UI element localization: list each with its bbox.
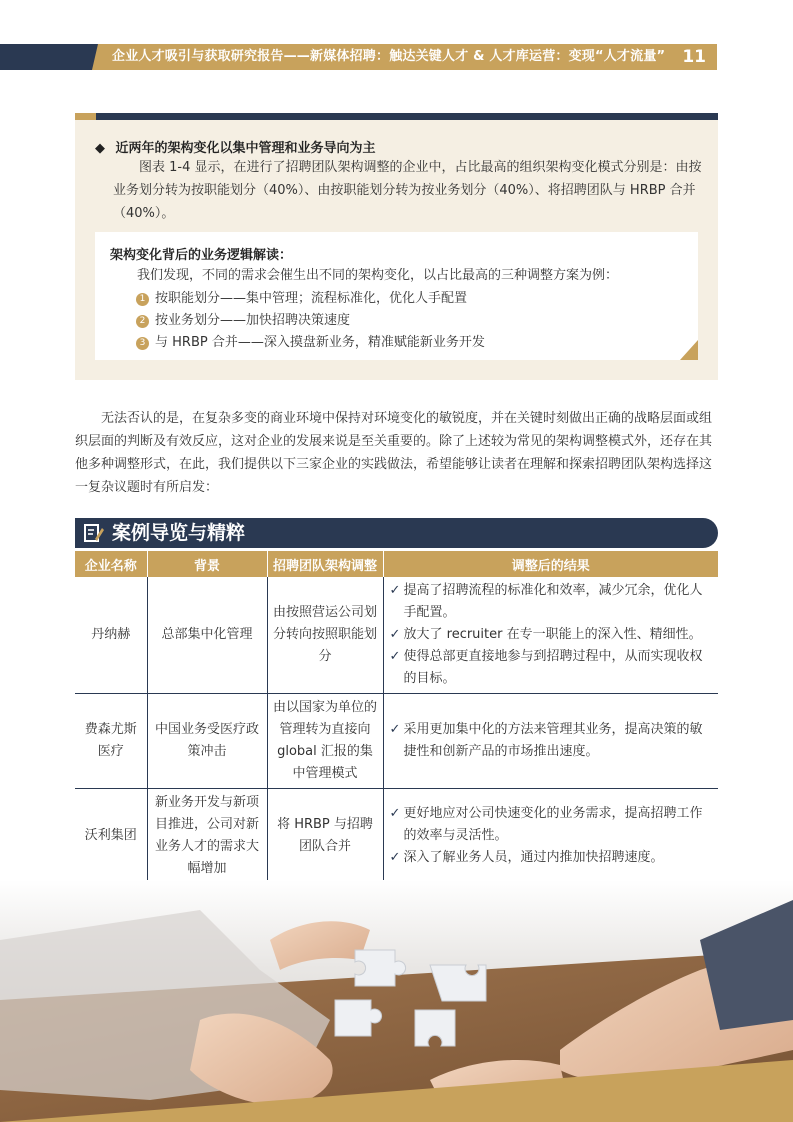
table-row [75, 789, 718, 884]
company-cell: 丹纳赫 [75, 577, 147, 694]
case-section-title: 案例导览与精粹 [112, 522, 246, 544]
background-cell: 总部集中化管理 [147, 577, 267, 694]
results-cell: ✓ 采用更加集中化的方法来管理其业务，提高决策的敏捷性和创新产品的市场推出速度。 [383, 694, 718, 789]
check-icon: ✓ [389, 806, 401, 821]
company-cell: 沃利集团 [75, 789, 147, 884]
inner-box-intro: 我们发现，不同的需求会催生出不同的架构变化，以占比最高的三种调整方案为例： [137, 268, 619, 283]
column-header: 调整后的结果 [383, 551, 718, 577]
column-header: 背景 [147, 551, 267, 577]
box-paragraph: 图表 1-4 显示，在进行了招聘团队架构调整的企业中，占比最高的组织架构变化模式分别是：由按业务划分转为按职能划分（40%）、由按职能划分转为按业务划分（40%）、将招聘团队与 HRBP 合并（40%）。 [113, 160, 702, 221]
diamond-bullet-icon: ◆ [95, 141, 105, 156]
list-item: 1 按职能划分——集中管理；流程标准化，优化人手配置 [136, 287, 467, 306]
list-item: 2 按业务划分——加快招聘决策速度 [136, 309, 350, 328]
highlight-box-accent [75, 113, 96, 120]
check-icon: ✓ [389, 722, 401, 737]
box-heading-text: 近两年的架构变化以集中管理和业务导向为主 [115, 141, 376, 156]
check-icon: ✓ [389, 583, 401, 598]
box-heading [95, 137, 376, 156]
adjustment-cell: 由按照营运公司划分转向按照职能划分 [267, 577, 383, 694]
results-cell: ✓ 提高了招聘流程的标准化和效率，减少冗余，优化人手配置。 ✓ 放大了 recruiter 在专一职能上的深入性、精细性。 ✓ 使得总部更直接地参与到招聘过程中，从而实现收权的目标。 [383, 577, 718, 694]
table-header-row [75, 551, 718, 577]
number-badge-icon: 1 [136, 293, 149, 306]
check-icon: ✓ [389, 627, 401, 642]
inner-box-title: 架构变化背后的业务逻辑解读： [110, 248, 293, 263]
edit-note-icon [83, 522, 105, 544]
puzzle-hands-photo [0, 880, 793, 1122]
results-cell: ✓ 更好地应对公司快速变化的业务需求，提高招聘工作的效率与灵活性。 ✓ 深入了解业务人员，通过内推加快招聘速度。 [383, 789, 718, 884]
company-cell: 费森尤斯医疗 [75, 694, 147, 789]
inner-box-corner [680, 340, 698, 360]
check-icon: ✓ [389, 649, 401, 664]
highlight-box-topbar [96, 113, 718, 120]
table-row [75, 577, 718, 694]
case-table [75, 551, 718, 884]
adjustment-cell: 由以国家为单位的管理转为直接向 global 汇报的集中管理模式 [267, 694, 383, 789]
adjustment-cell: 将 HRBP 与招聘团队合并 [267, 789, 383, 884]
list-item: 3 与 HRBP 合并——深入摸盘新业务，精准赋能新业务开发 [136, 331, 485, 350]
table-row [75, 694, 718, 789]
number-badge-icon: 3 [136, 337, 149, 350]
column-header: 招聘团队架构调整 [267, 551, 383, 577]
background-cell: 新业务开发与新项目推进，公司对新业务人才的需求大幅增加 [147, 789, 267, 884]
page-header-title: 企业人才吸引与获取研究报告——新媒体招聘：触达关键人才 & 人才库运营：变现“人才流量” [112, 49, 666, 64]
page-number: 11 [682, 47, 706, 67]
check-icon: ✓ [389, 850, 401, 865]
number-badge-icon: 2 [136, 315, 149, 328]
background-cell: 中国业务受医疗政策冲击 [147, 694, 267, 789]
column-header: 企业名称 [75, 551, 147, 577]
body-paragraph: 无法否认的是，在复杂多变的商业环境中保持对环境变化的敏锐度，并在关键时刻做出正确的战略层面或组织层面的判断及有效反应，这对企业的发展来说是至关重要的。除了上述较为常见的架构调整模式外，还存在其他多种调整形式，在此，我们提供以下三家企业的实践做法，希望能够让读者在理解和探索招聘团队架构选择这一复杂议题时有所启发： [75, 411, 713, 495]
